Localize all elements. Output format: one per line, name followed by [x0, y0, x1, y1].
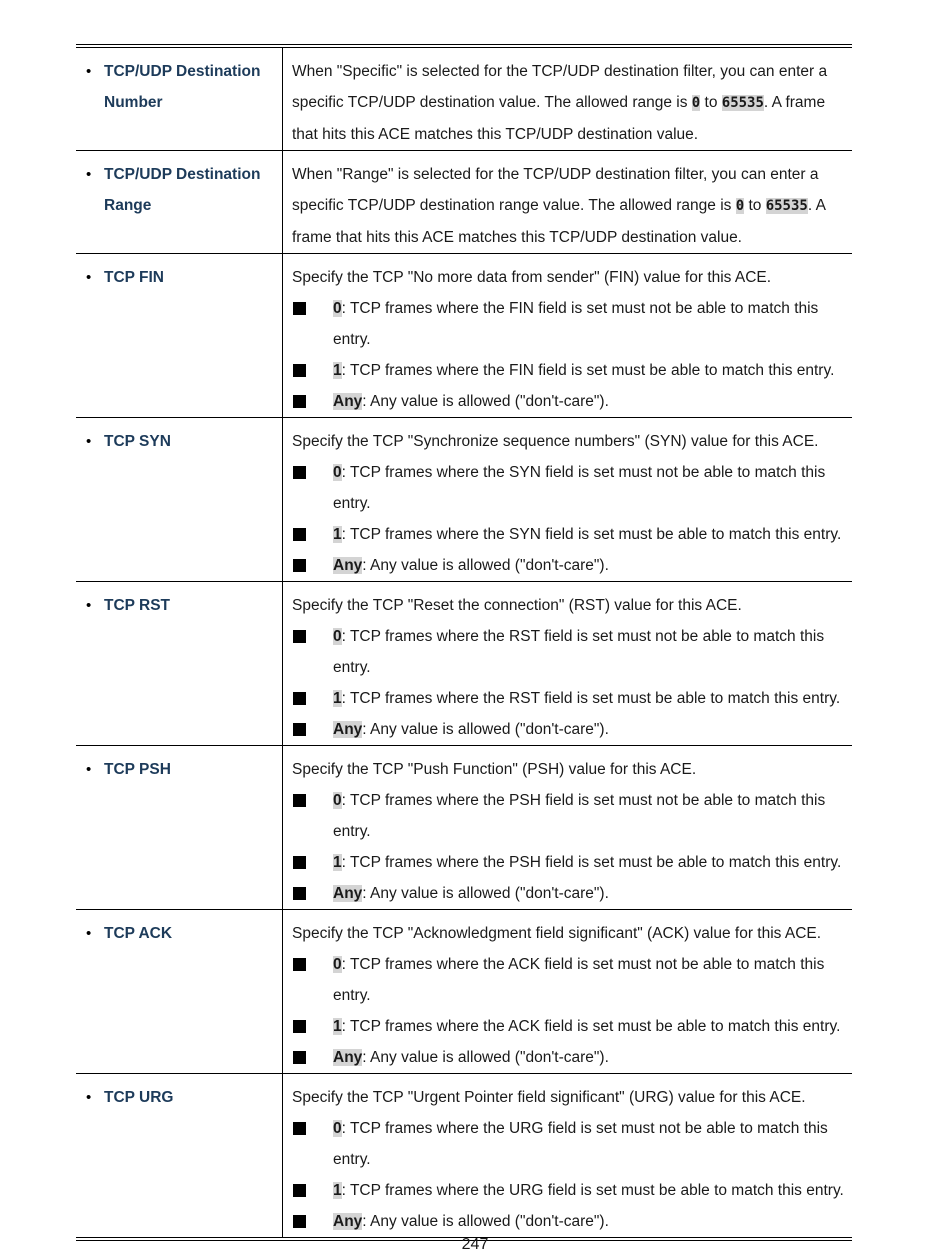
- option-key: 0: [333, 464, 342, 481]
- param-name: TCP/UDP Destination Range: [104, 166, 261, 214]
- option-key: 0: [333, 300, 342, 317]
- range-max: 65535: [721, 95, 764, 111]
- square-bullet-icon: [292, 1042, 333, 1073]
- param-intro: Specify the TCP "Urgent Pointer field significant" (URG) value for this ACE.: [292, 1089, 806, 1106]
- range-max: 65535: [765, 198, 808, 214]
- table-row: [76, 1074, 852, 1240]
- bullet-icon: •: [86, 269, 92, 286]
- bullet-icon: •: [86, 1089, 92, 1106]
- range-min: 0: [735, 198, 745, 214]
- table-row: [76, 582, 852, 746]
- option-key: 1: [333, 1182, 342, 1199]
- option-key: 1: [333, 1018, 342, 1035]
- option-text: : Any value is allowed ("don't-care").: [362, 885, 609, 902]
- param-name-cell: [76, 254, 283, 418]
- param-intro: Specify the TCP "Acknowledgment field significant" (ACK) value for this ACE.: [292, 925, 822, 942]
- square-bullet-icon: [292, 355, 333, 386]
- param-intro: Specify the TCP "Synchronize sequence numbers" (SYN) value for this ACE.: [292, 433, 819, 450]
- table-row: [76, 746, 852, 910]
- table-row: [76, 254, 852, 418]
- param-desc-cell: [283, 746, 853, 910]
- option-text: : TCP frames where the ACK field is set must not be able to match this entry.: [333, 956, 825, 1004]
- option-item: [292, 1011, 844, 1042]
- square-bullet-icon: [292, 386, 333, 417]
- table-row: [76, 46, 852, 151]
- param-name-cell: [76, 46, 283, 151]
- param-name: TCP PSH: [104, 761, 171, 778]
- option-text: : Any value is allowed ("don't-care").: [362, 1049, 609, 1066]
- option-item: [292, 1042, 844, 1073]
- square-bullet-icon: [292, 1175, 333, 1206]
- square-bullet-icon: [292, 621, 333, 683]
- option-item: [292, 519, 844, 550]
- option-key: 1: [333, 690, 342, 707]
- option-item: [292, 355, 844, 386]
- param-desc-cell: [283, 418, 853, 582]
- square-bullet-icon: [292, 683, 333, 714]
- parameter-table: [76, 44, 852, 1241]
- param-description: When "Specific" is selected for the TCP/UDP destination filter, you can enter a specific TCP/UDP destination value. The allowed range is 0 to 65535. A frame that hits this ACE matches this TCP/UDP destination value.: [292, 63, 828, 143]
- option-key: 0: [333, 792, 342, 809]
- option-key: Any: [333, 557, 363, 574]
- square-bullet-icon: [292, 1113, 333, 1175]
- option-key: Any: [333, 1213, 363, 1230]
- param-desc-cell: [283, 582, 853, 746]
- param-description: When "Range" is selected for the TCP/UDP destination filter, you can enter a specific TCP/UDP destination range value. The allowed range is 0 to 65535. A frame that hits this ACE matches this TCP/UDP destination value.: [292, 166, 826, 246]
- param-name: TCP SYN: [104, 433, 171, 450]
- table-row: [76, 910, 852, 1074]
- option-key: Any: [333, 1049, 363, 1066]
- option-key: 0: [333, 1120, 342, 1137]
- option-key: 1: [333, 526, 342, 543]
- param-name-cell: [76, 910, 283, 1074]
- square-bullet-icon: [292, 714, 333, 745]
- option-item: [292, 293, 844, 355]
- option-key: Any: [333, 721, 363, 738]
- option-text: : TCP frames where the ACK field is set must be able to match this entry.: [341, 1018, 841, 1035]
- option-item: [292, 683, 844, 714]
- param-name: TCP/UDP Destination Number: [104, 63, 261, 111]
- param-name-cell: [76, 582, 283, 746]
- option-text: : Any value is allowed ("don't-care").: [362, 557, 609, 574]
- param-desc-cell: [283, 46, 853, 151]
- option-key: Any: [333, 885, 363, 902]
- square-bullet-icon: [292, 1206, 333, 1237]
- square-bullet-icon: [292, 1011, 333, 1042]
- param-name-cell: [76, 1074, 283, 1240]
- option-item: [292, 878, 844, 909]
- option-key: Any: [333, 393, 363, 410]
- bullet-icon: •: [86, 925, 92, 942]
- option-item: [292, 949, 844, 1011]
- param-intro: Specify the TCP "Reset the connection" (RST) value for this ACE.: [292, 597, 742, 614]
- param-desc-cell: [283, 910, 853, 1074]
- option-item: [292, 714, 844, 745]
- option-text: : Any value is allowed ("don't-care").: [362, 393, 609, 410]
- bullet-icon: •: [86, 433, 92, 450]
- param-desc-cell: [283, 254, 853, 418]
- option-text: : Any value is allowed ("don't-care").: [362, 1213, 609, 1230]
- bullet-icon: •: [86, 597, 92, 614]
- param-intro: Specify the TCP "Push Function" (PSH) value for this ACE.: [292, 761, 697, 778]
- table-row: [76, 418, 852, 582]
- option-item: [292, 386, 844, 417]
- option-key: 0: [333, 628, 342, 645]
- param-name-cell: [76, 746, 283, 910]
- range-min: 0: [691, 95, 701, 111]
- option-text: : TCP frames where the URG field is set must be able to match this entry.: [341, 1182, 844, 1199]
- option-key: 1: [333, 854, 342, 871]
- param-name-cell: [76, 418, 283, 582]
- option-text: : TCP frames where the URG field is set must not be able to match this entry.: [333, 1120, 828, 1168]
- option-item: [292, 457, 844, 519]
- option-item: [292, 1175, 844, 1206]
- option-text: : TCP frames where the RST field is set must be able to match this entry.: [341, 690, 841, 707]
- param-name: TCP FIN: [104, 269, 164, 286]
- param-name: TCP RST: [104, 597, 171, 614]
- square-bullet-icon: [292, 949, 333, 1011]
- param-name: TCP URG: [104, 1089, 174, 1106]
- option-text: : TCP frames where the PSH field is set must be able to match this entry.: [341, 854, 842, 871]
- param-desc-cell: [283, 151, 853, 254]
- square-bullet-icon: [292, 550, 333, 581]
- table-row: [76, 151, 852, 254]
- option-item: [292, 1206, 844, 1237]
- square-bullet-icon: [292, 293, 333, 355]
- page-number: 247: [461, 1236, 489, 1253]
- option-text: : Any value is allowed ("don't-care").: [362, 721, 609, 738]
- option-text: : TCP frames where the FIN field is set must not be able to match this entry.: [333, 300, 819, 348]
- option-item: [292, 847, 844, 878]
- option-text: : TCP frames where the SYN field is set must not be able to match this entry.: [333, 464, 826, 512]
- option-text: : TCP frames where the SYN field is set must be able to match this entry.: [341, 526, 842, 543]
- square-bullet-icon: [292, 847, 333, 878]
- bullet-icon: •: [86, 63, 92, 80]
- option-key: 1: [333, 362, 342, 379]
- square-bullet-icon: [292, 519, 333, 550]
- square-bullet-icon: [292, 457, 333, 519]
- param-desc-cell: [283, 1074, 853, 1240]
- bullet-icon: •: [86, 761, 92, 778]
- bullet-icon: •: [86, 166, 92, 183]
- option-text: : TCP frames where the FIN field is set must be able to match this entry.: [341, 362, 835, 379]
- square-bullet-icon: [292, 878, 333, 909]
- param-name-cell: [76, 151, 283, 254]
- option-item: [292, 785, 844, 847]
- option-item: [292, 1113, 844, 1175]
- option-item: [292, 550, 844, 581]
- square-bullet-icon: [292, 785, 333, 847]
- option-text: : TCP frames where the RST field is set must not be able to match this entry.: [333, 628, 825, 676]
- option-text: : TCP frames where the PSH field is set must not be able to match this entry.: [333, 792, 826, 840]
- option-key: 0: [333, 956, 342, 973]
- option-item: [292, 621, 844, 683]
- param-name: TCP ACK: [104, 925, 173, 942]
- param-intro: Specify the TCP "No more data from sender" (FIN) value for this ACE.: [292, 269, 772, 286]
